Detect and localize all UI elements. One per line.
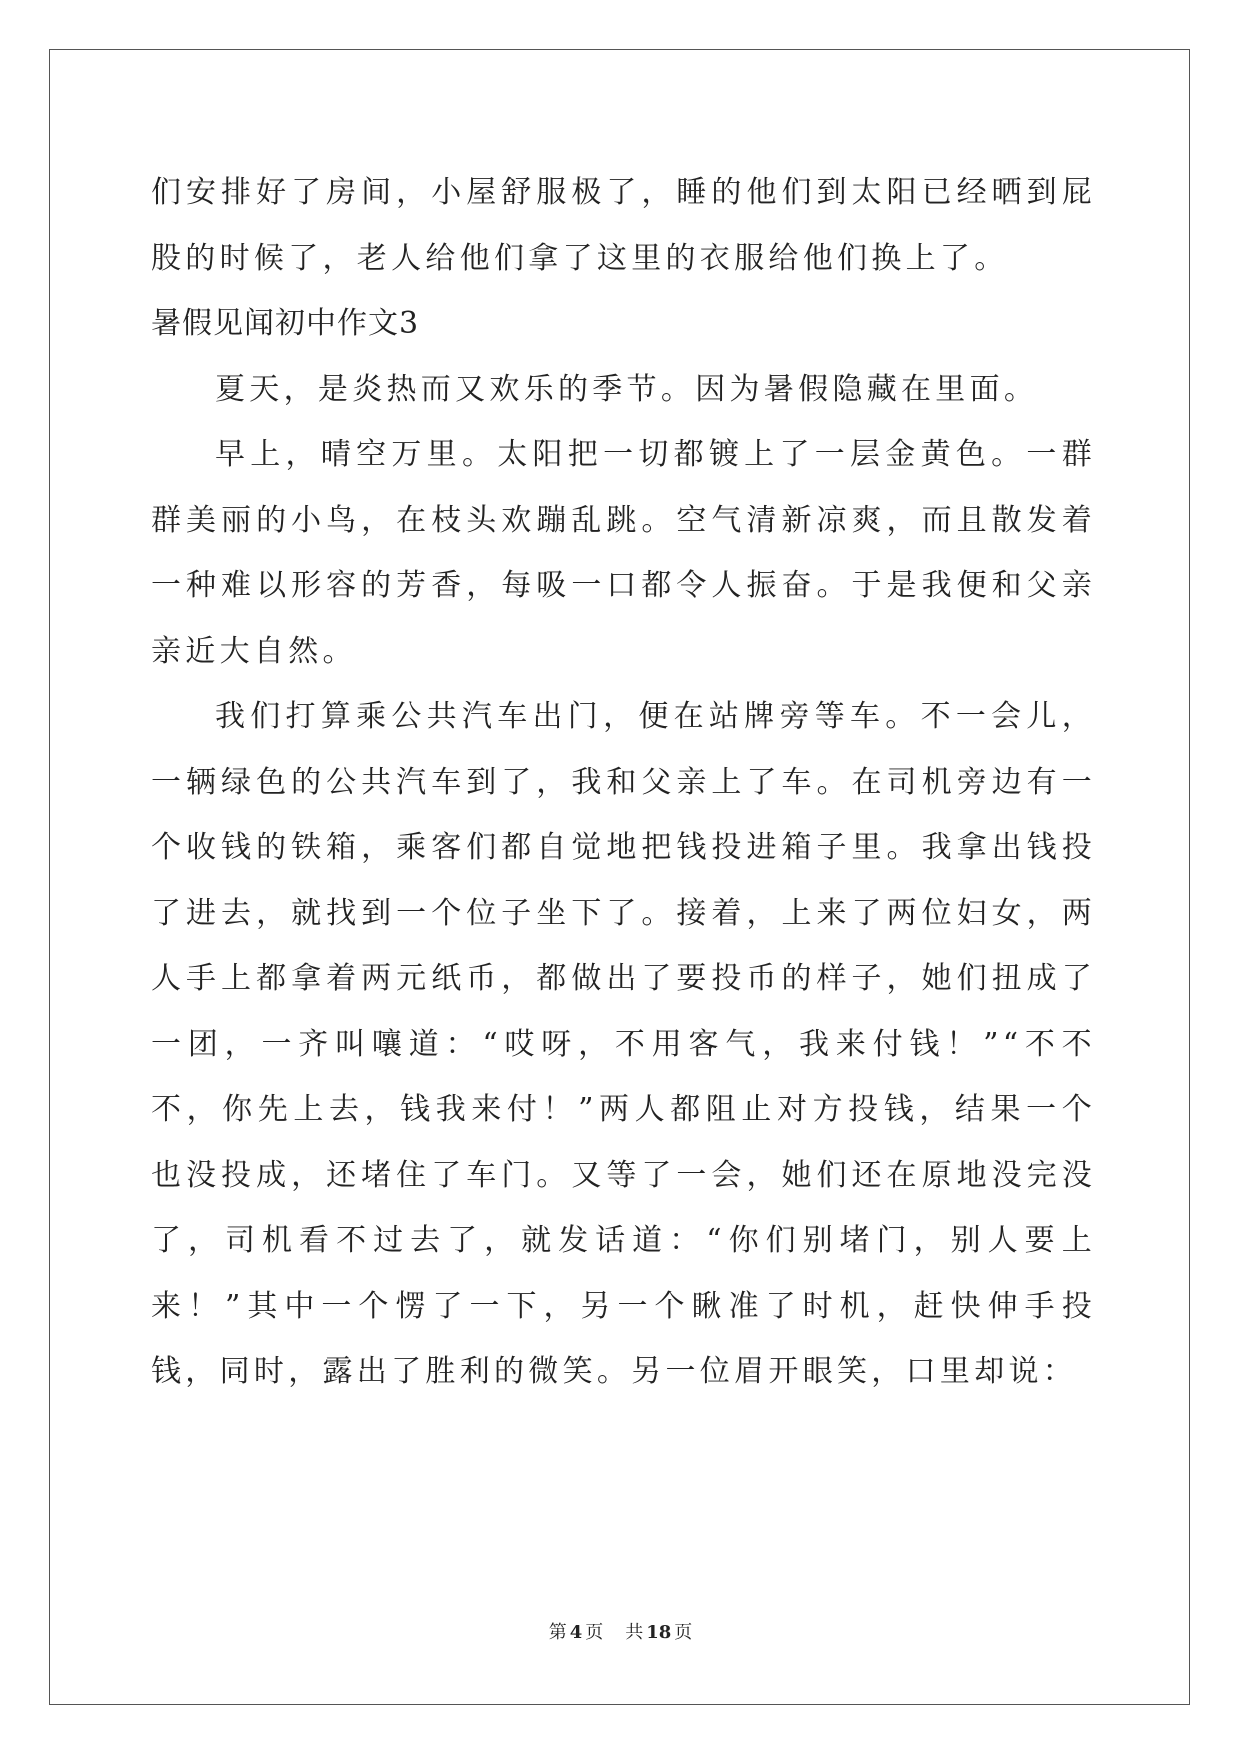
footer-prefix: 第 <box>548 1622 567 1643</box>
paragraph: 早上，晴空万里。太阳把一切都镀上了一层金黄色。一群群美丽的小鸟，在枝头欢蹦乱跳。空气清新凉爽，而且散发着一种难以形容的芳香，每吸一口都令人振奋。于是我便和父亲亲近大自然。 <box>151 437 1096 669</box>
section-heading: 暑假见闻初中作文3 <box>151 306 420 341</box>
paragraph-continuation: 们安排好了房间，小屋舒服极了，睡的他们到太阳已经晒到屁股的时候了，老人给他们拿了这里的衣服给他们换上了。 <box>151 175 1096 276</box>
paragraph: 夏天，是炎热而又欢乐的季节。因为暑假隐藏在里面。 <box>215 371 1039 407</box>
footer-total-suffix: 页 <box>674 1622 693 1643</box>
footer-total-prefix: 共 <box>625 1622 644 1643</box>
page-footer <box>0 1618 1241 1644</box>
footer-page-suffix: 页 <box>585 1622 604 1643</box>
document-body <box>151 160 1096 1405</box>
total-page-number: 18 <box>646 1622 672 1643</box>
paragraph: 我们打算乘公共汽车出门，便在站牌旁等车。不一会儿，一辆绿色的公共汽车到了，我和父亲上了车。在司机旁边有一个收钱的铁箱，乘客们都自觉地把钱投进箱子里。我拿出钱投了进去，就找到一个位子坐下了。接着，上来了两位妇女，两人手上都拿着两元纸币，都做出了要投币的样子，她们扭成了一团，一齐叫嚷道：“哎呀，不用客气，我来付钱！”“不不不，你先上去，钱我来付！”两人都阻止对方投钱，结果一个也没投成，还堵住了车门。又等了一会，她们还在原地没完没了，司机看不过去了，就发话道：“你们别堵门，别人要上来！”其中一个愣了一下，另一个瞅准了时机，赶快伸手投钱，同时，露出了胜利的微笑。另一位眉开眼笑，口里却说： <box>151 699 1096 1389</box>
current-page-number: 4 <box>569 1622 583 1643</box>
